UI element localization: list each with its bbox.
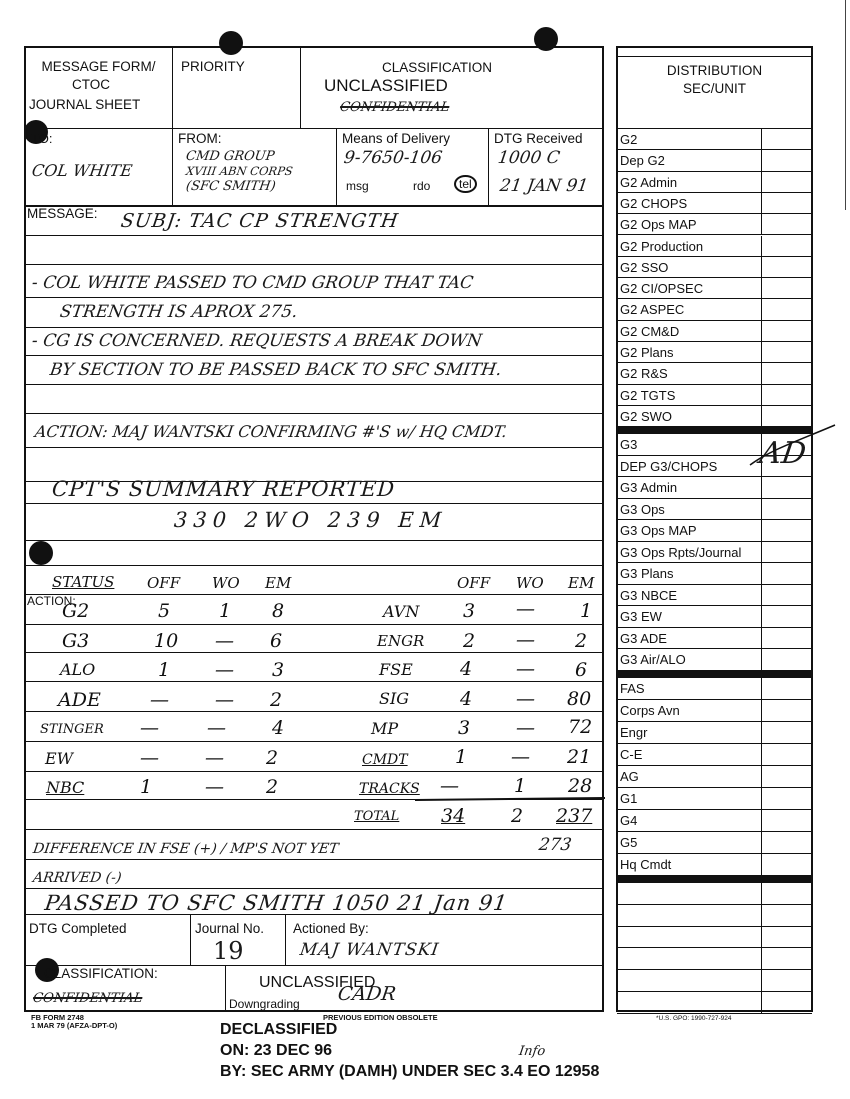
- message-line1: - COL WHITE PASSED TO CMD GROUP THAT TAC: [30, 273, 475, 293]
- distribution-checkbox[interactable]: [761, 992, 812, 1013]
- table-row-right-0-wo: —: [516, 598, 535, 620]
- difference-value: 273: [537, 835, 573, 855]
- distribution-checkbox[interactable]: [761, 299, 812, 319]
- classification-value: UNCLASSIFIED: [324, 76, 448, 95]
- table-row-left-5-em: 2: [266, 747, 279, 769]
- distribution-checkbox[interactable]: [761, 342, 812, 362]
- distribution-row: [617, 563, 812, 585]
- table-row-right-3-section: SIG: [379, 689, 410, 708]
- distribution-row-label: G2 R&S: [620, 366, 668, 382]
- table-row-left-0-section: G2: [62, 600, 90, 622]
- declass-line2: ON: 23 DEC 96: [220, 1042, 333, 1059]
- punch-hole-top-left: [219, 31, 243, 55]
- table-row-right-1-wo: —: [516, 629, 535, 651]
- em-header-right: EM: [568, 574, 595, 592]
- distribution-row: [617, 722, 812, 744]
- distribution-row-label: G2 Admin: [620, 174, 678, 190]
- distribution-checkbox[interactable]: [761, 606, 812, 627]
- actioned-by-label: Actioned By:: [293, 921, 369, 936]
- journal-no-label: Journal No.: [195, 921, 265, 936]
- distribution-checkbox[interactable]: [761, 678, 812, 699]
- distribution-checkbox[interactable]: [761, 700, 812, 721]
- distribution-checkbox[interactable]: [761, 542, 812, 563]
- msg-label: msg: [346, 179, 369, 193]
- dtg-time: 1000 C: [496, 148, 562, 168]
- form-title-line1: MESSAGE FORM/: [41, 59, 156, 74]
- distribution-row: [617, 810, 812, 832]
- distribution-checkbox[interactable]: [761, 883, 812, 904]
- distribution-checkbox[interactable]: [761, 766, 812, 787]
- subject-line: SUBJ: TAC CP STRENGTH: [119, 210, 401, 232]
- info-note: Info: [517, 1044, 547, 1059]
- table-row-left-0-em: 8: [272, 600, 285, 622]
- from-label: FROM:: [178, 131, 222, 146]
- distribution-row-label: G3 EW: [620, 609, 662, 624]
- form-date: 1 MAR 79 (AFZA-DPT-O): [31, 1021, 118, 1030]
- distribution-checkbox[interactable]: [761, 927, 812, 948]
- punch-hole-middle: [29, 541, 53, 565]
- distribution-row: [617, 628, 812, 650]
- table-row-left-4-em: 4: [272, 717, 285, 739]
- distribution-row-label: Corps Avn: [620, 703, 680, 718]
- distribution-row: [617, 678, 812, 700]
- rdo-label: rdo: [413, 179, 431, 193]
- classification-struck: CONFIDENTIAL: [338, 100, 451, 115]
- distribution-row: [617, 970, 812, 992]
- distribution-row: [617, 700, 812, 722]
- distribution-row-label: G3: [620, 437, 638, 452]
- off-header-right: OFF: [457, 574, 491, 592]
- distribution-checkbox[interactable]: [761, 788, 812, 809]
- from-line1: CMD GROUP: [184, 149, 276, 164]
- table-row-right-4-off: 3: [458, 717, 471, 739]
- table-row-left-1-wo: —: [215, 630, 234, 652]
- distribution-checkbox[interactable]: [761, 948, 812, 969]
- table-row-left-5-wo: —: [205, 747, 224, 769]
- table-row-left-5-section: EW: [45, 749, 74, 768]
- previous-edition-note: PREVIOUS EDITION OBSOLETE: [323, 1013, 438, 1022]
- from-line2: XVIII ABN CORPS: [185, 164, 294, 178]
- distribution-checkbox[interactable]: [761, 150, 812, 170]
- classification-footer-label: CLASSIFICATION:: [44, 966, 158, 981]
- means-of-delivery-label: Means of Delivery: [342, 131, 451, 146]
- table-row-left-3-wo: —: [215, 689, 234, 711]
- table-row-left-1-em: 6: [270, 630, 283, 652]
- distribution-row-label: C-E: [620, 747, 643, 762]
- distribution-row: [617, 236, 812, 257]
- dtg-received-label: DTG Received: [494, 131, 583, 146]
- distribution-row: [617, 129, 812, 150]
- distribution-row-label: Engr: [620, 725, 648, 740]
- table-row-left-2-wo: —: [215, 659, 234, 681]
- distribution-checkbox[interactable]: [761, 477, 812, 498]
- table-row-right-0-off: 3: [463, 600, 476, 622]
- passed-line: PASSED TO SFC SMITH 1050 21 Jan 91: [43, 891, 510, 915]
- downgrading-label: Downgrading: [229, 997, 300, 1011]
- journal-no-value: 19: [213, 937, 244, 965]
- table-row-right-5-wo: —: [511, 746, 530, 768]
- summary-values: 330 2WO 239 EM: [173, 508, 449, 532]
- distribution-checkbox[interactable]: [761, 563, 812, 584]
- table-row-left-2-em: 3: [272, 659, 285, 681]
- table-row-left-1-section: G3: [62, 630, 90, 652]
- total-off: 34: [441, 805, 466, 827]
- dtg-completed-label: DTG Completed: [29, 921, 127, 936]
- distribution-row: [617, 585, 812, 607]
- distribution-row: [617, 606, 812, 628]
- classification-footer-value: UNCLASSIFIED: [259, 974, 376, 991]
- distribution-checkbox[interactable]: [761, 278, 812, 298]
- declass-line3: BY: SEC ARMY (DAMH) UNDER SEC 3.4 EO 12958: [220, 1063, 600, 1080]
- table-row-right-3-em: 80: [567, 688, 592, 710]
- distribution-row: [617, 363, 812, 384]
- distribution-checkbox[interactable]: [761, 499, 812, 520]
- table-row-left-0-off: 5: [158, 600, 171, 622]
- wo-header-right: WO: [516, 574, 544, 592]
- distribution-checkbox[interactable]: [761, 905, 812, 926]
- message-label: MESSAGE:: [27, 206, 98, 221]
- priority-label: PRIORITY: [181, 59, 245, 74]
- distribution-row-label: G2 SSO: [620, 259, 669, 275]
- to-value: COL WHITE: [30, 161, 134, 180]
- table-row-left-4-wo: —: [207, 717, 226, 739]
- distribution-row: [617, 854, 812, 876]
- classification-label: CLASSIFICATION: [382, 60, 493, 75]
- distribution-checkbox[interactable]: [761, 214, 812, 234]
- distribution-divider-2: [617, 671, 812, 678]
- actioned-by-value: MAJ WANTSKI: [298, 940, 441, 960]
- distribution-row-label: G3 ADE: [620, 630, 667, 646]
- distribution-row-label: G4: [620, 813, 638, 828]
- table-row-right-2-section: FSE: [379, 660, 413, 679]
- table-row-right-1-section: ENGR: [377, 632, 425, 650]
- classification-footer-struck: CONFIDENTIAL: [31, 991, 144, 1006]
- difference-line2: ARRIVED (-): [31, 870, 123, 886]
- distribution-row-label: G2: [620, 132, 638, 147]
- declass-line1: DECLASSIFIED: [220, 1021, 338, 1038]
- table-row-left-3-off: —: [150, 689, 169, 711]
- distribution-row-label: G2 SWO: [620, 408, 673, 424]
- distribution-row-label: G3 NBCE: [620, 587, 678, 603]
- distribution-checkbox[interactable]: [761, 970, 812, 991]
- distribution-checkbox[interactable]: [761, 628, 812, 649]
- distribution-row: [617, 299, 812, 320]
- distribution-row-label: G2 Plans: [620, 345, 674, 360]
- distribution-row-label: G3 Air/ALO: [620, 652, 686, 667]
- distribution-row-label: G2 Ops MAP: [620, 217, 697, 233]
- distribution-row: [617, 542, 812, 564]
- wo-header-left: WO: [212, 574, 240, 592]
- distribution-checkbox[interactable]: [761, 649, 812, 670]
- summary-line: CPT'S SUMMARY REPORTED: [51, 477, 396, 501]
- form-title-line2: CTOC: [71, 77, 110, 92]
- distribution-row-label: G2 CM&D: [620, 323, 680, 339]
- table-row-right-6-section: TRACKS: [359, 781, 420, 797]
- distribution-checkbox[interactable]: [761, 172, 812, 192]
- total-em: 237: [556, 805, 593, 827]
- distribution-title-line2: SEC/UNIT: [682, 81, 746, 96]
- distribution-row: [617, 832, 812, 854]
- message-line2: STRENGTH IS APROX 275.: [58, 302, 299, 322]
- distribution-checkbox[interactable]: [761, 722, 812, 743]
- distribution-row: [617, 883, 812, 905]
- distribution-row-label: G2 Production: [620, 238, 704, 254]
- table-row-right-2-em: 6: [575, 659, 588, 681]
- message-line4: BY SECTION TO BE PASSED BACK TO SFC SMITH.: [48, 360, 503, 380]
- form-title-line3: JOURNAL SHEET: [29, 97, 141, 112]
- table-row-right-2-wo: —: [516, 658, 535, 680]
- distribution-row: [617, 744, 812, 766]
- distribution-row-label: G3 Ops Rpts/Journal: [620, 544, 742, 560]
- table-row-left-6-off: 1: [140, 776, 153, 798]
- table-row-right-6-off: —: [440, 775, 459, 797]
- distribution-row-label: G2 TGTS: [620, 387, 676, 403]
- table-row-right-2-off: 4: [460, 658, 473, 680]
- total-label: TOTAL: [354, 809, 400, 824]
- distribution-row: [617, 905, 812, 927]
- message-line3: - CG IS CONCERNED. REQUESTS A BREAK DOWN: [30, 331, 484, 351]
- distribution-row-label: AG: [620, 769, 639, 784]
- distribution-row: [617, 948, 812, 970]
- distribution-row-label: G5: [620, 835, 638, 850]
- distribution-row: [617, 520, 812, 542]
- distribution-row: [617, 385, 812, 406]
- distribution-row-label: G3 Admin: [620, 480, 678, 495]
- distribution-row-label: Dep G2: [620, 153, 665, 169]
- table-row-right-5-off: 1: [455, 746, 468, 768]
- distribution-row-label: G2 ASPEC: [620, 302, 685, 318]
- table-row-left-5-off: —: [140, 747, 159, 769]
- initials-scribble: [740, 420, 840, 470]
- distribution-row: [617, 321, 812, 342]
- table-row-left-4-off: —: [140, 717, 159, 739]
- distribution-checkbox[interactable]: [761, 520, 812, 541]
- distribution-row-label: DEP G3/CHOPS: [620, 458, 718, 474]
- total-wo: 2: [511, 805, 524, 827]
- table-row-left-2-off: 1: [158, 659, 171, 681]
- distribution-checkbox[interactable]: [761, 236, 812, 256]
- distribution-row-label: G1: [620, 791, 638, 806]
- distribution-checkbox[interactable]: [761, 744, 812, 765]
- distribution-checkbox[interactable]: [761, 854, 812, 875]
- distribution-row-label: G2 CI/OPSEC: [620, 281, 704, 297]
- table-row-right-4-wo: —: [516, 717, 535, 739]
- distribution-checkbox[interactable]: [761, 385, 812, 405]
- distribution-title-line1: DISTRIBUTION: [666, 63, 763, 78]
- distribution-row: [617, 193, 812, 214]
- distribution-row: [617, 342, 812, 363]
- distribution-row: [617, 766, 812, 788]
- distribution-row: [617, 477, 812, 499]
- distribution-row: [617, 278, 812, 299]
- action-line: ACTION: MAJ WANTSKI CONFIRMING #'S w/ HQ CMDT.: [33, 422, 509, 441]
- table-row-right-6-em: 28: [568, 775, 593, 797]
- distribution-row: [617, 172, 812, 193]
- initials-mark: AD: [757, 436, 809, 471]
- table-row-right-5-section: CMDT: [362, 752, 408, 768]
- distribution-row: [617, 992, 812, 1014]
- table-row-left-3-em: 2: [270, 689, 283, 711]
- distribution-checkbox[interactable]: [761, 363, 812, 383]
- distribution-row: [617, 214, 812, 235]
- status-header: STATUS: [52, 573, 115, 591]
- difference-line1: DIFFERENCE IN FSE (+) / MP'S NOT YET: [31, 841, 340, 857]
- table-row-right-1-off: 2: [463, 630, 476, 652]
- table-row-right-5-em: 21: [567, 746, 592, 768]
- dtg-date: 21 JAN 91: [498, 176, 590, 196]
- table-row-right-4-section: MP: [371, 719, 399, 738]
- distribution-row-label: Hq Cmdt: [620, 857, 672, 872]
- distribution-divider-3: [617, 876, 812, 883]
- table-row-right-4-em: 72: [568, 716, 593, 738]
- distribution-checkbox[interactable]: [761, 321, 812, 341]
- distribution-row-label: G2 CHOPS: [620, 195, 688, 211]
- table-row-left-2-section: ALO: [60, 660, 96, 679]
- table-row-left-6-section: NBC: [46, 778, 85, 797]
- off-header-left: OFF: [147, 574, 181, 592]
- gpo-note: *U.S. GPO: 1990-727-924: [656, 1015, 732, 1022]
- distribution-row: [617, 499, 812, 521]
- to-label: TO:: [31, 131, 53, 146]
- distribution-checkbox[interactable]: [761, 129, 812, 149]
- distribution-row: [617, 649, 812, 671]
- table-row-left-4-section: STINGER: [40, 722, 104, 737]
- distribution-checkbox[interactable]: [761, 257, 812, 277]
- table-row-right-6-wo: 1: [514, 775, 527, 797]
- tel-label: tel: [454, 175, 477, 193]
- table-row-left-6-em: 2: [266, 776, 279, 798]
- distribution-row-label: G3 Ops MAP: [620, 523, 697, 538]
- scan-edge-mark: [845, 0, 846, 210]
- table-row-left-6-wo: —: [205, 776, 224, 798]
- table-row-left-1-off: 10: [154, 630, 179, 652]
- em-header-left: EM: [265, 574, 292, 592]
- distribution-checkbox[interactable]: [761, 193, 812, 213]
- distribution-row: [617, 150, 812, 171]
- downgrading-initials: CADR: [336, 983, 398, 1005]
- distribution-row: [617, 257, 812, 278]
- table-row-right-0-em: 1: [580, 600, 593, 622]
- action-label: ACTION:: [27, 594, 76, 608]
- distribution-checkbox[interactable]: [761, 832, 812, 853]
- table-row-right-3-wo: —: [516, 688, 535, 710]
- distribution-row: [617, 927, 812, 949]
- distribution-row-label: G3 Ops: [620, 501, 665, 517]
- table-row-left-3-section: ADE: [58, 689, 101, 711]
- table-row-right-0-section: AVN: [383, 602, 420, 621]
- means-value: 9-7650-106: [342, 148, 444, 168]
- distribution-checkbox[interactable]: [761, 810, 812, 831]
- distribution-row-label: G3 Plans: [620, 566, 674, 581]
- from-line3: (SFC SMITH): [184, 179, 277, 194]
- distribution-checkbox[interactable]: [761, 585, 812, 606]
- form-number: FB FORM 2748: [31, 1013, 84, 1022]
- distribution-row-label: FAS: [620, 681, 645, 696]
- table-row-right-3-off: 4: [460, 688, 473, 710]
- table-row-right-1-em: 2: [575, 630, 588, 652]
- distribution-row: [617, 788, 812, 810]
- table-row-left-0-wo: 1: [219, 600, 232, 622]
